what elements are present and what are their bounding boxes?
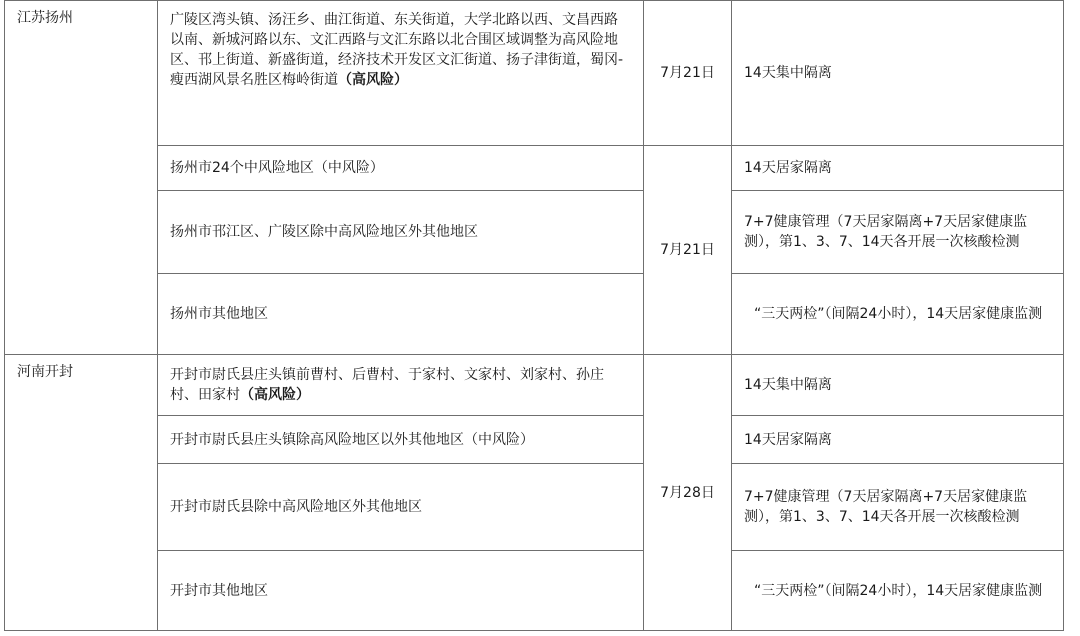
table-row bbox=[5, 1, 1064, 146]
date-text: 7月28日 bbox=[660, 484, 715, 501]
date-text: 7月21日 bbox=[660, 242, 715, 258]
table-row bbox=[5, 355, 1064, 416]
area-cell bbox=[158, 355, 644, 416]
risk-level-label: （高风险） bbox=[338, 72, 408, 88]
measure-text: “三天两检”（间隔24小时），14天居家健康监测 bbox=[754, 582, 1043, 599]
area-text: 扬州市邗江区、广陵区除中高风险地区外其他地区 bbox=[170, 224, 478, 240]
area-text: 扬州市其他地区 bbox=[170, 306, 268, 322]
measure-text: 7+7健康管理（7天居家隔离+7天居家健康监测），第1、3、7、14天各开展一次核酸检测 bbox=[744, 214, 1028, 250]
table-row bbox=[5, 551, 1064, 631]
area-cell bbox=[158, 1, 644, 146]
table-row bbox=[5, 146, 1064, 191]
measure-cell bbox=[732, 551, 1064, 631]
table-row bbox=[5, 274, 1064, 355]
region-name: 河南开封 bbox=[17, 364, 73, 380]
date-cell bbox=[644, 146, 732, 355]
measure-text: 14天集中隔离 bbox=[744, 377, 832, 393]
table-row bbox=[5, 191, 1064, 274]
region-cell bbox=[5, 1, 158, 355]
area-cell bbox=[158, 551, 644, 631]
measure-cell bbox=[732, 355, 1064, 416]
region-name: 江苏扬州 bbox=[17, 10, 73, 26]
area-text: 开封市尉氏县除中高风险地区外其他地区 bbox=[170, 499, 422, 515]
risk-level-label: （高风险） bbox=[240, 387, 310, 403]
measure-text: 14天居家隔离 bbox=[744, 431, 832, 448]
measure-text: 14天集中隔离 bbox=[744, 65, 832, 81]
area-text: 开封市尉氏县庄头镇除高风险地区以外其他地区（中风险） bbox=[170, 431, 534, 448]
date-cell bbox=[644, 355, 732, 631]
table-row bbox=[5, 416, 1064, 464]
region-cell bbox=[5, 355, 158, 631]
table-row bbox=[5, 464, 1064, 551]
measure-cell bbox=[732, 146, 1064, 191]
area-text: 扬州市24个中风险地区（中风险） bbox=[170, 160, 384, 176]
measure-cell bbox=[732, 416, 1064, 464]
area-cell bbox=[158, 416, 644, 464]
measure-text: 7+7健康管理（7天居家隔离+7天居家健康监测），第1、3、7、14天各开展一次核酸检测 bbox=[744, 489, 1028, 525]
area-cell bbox=[158, 274, 644, 355]
measure-cell bbox=[732, 191, 1064, 274]
area-cell bbox=[158, 464, 644, 551]
measure-text: 14天居家隔离 bbox=[744, 160, 832, 176]
date-text: 7月21日 bbox=[660, 65, 715, 81]
risk-area-table bbox=[4, 0, 1064, 631]
measure-cell bbox=[732, 1, 1064, 146]
area-cell bbox=[158, 146, 644, 191]
area-text: 广陵区湾头镇、汤汪乡、曲江街道、东关街道，大学北路以西、文昌西路以南、新城河路以东、文汇西路与文汇东路以北合围区域调整为高风险地区、邗上街道、新盛街道，经济技术开发区文汇街道、扬子津街道，蜀冈-瘦西湖风景名胜区梅岭街道 bbox=[170, 12, 624, 88]
measure-text: “三天两检”（间隔24小时），14天居家健康监测 bbox=[754, 306, 1043, 322]
area-text: 开封市尉氏县庄头镇前曹村、后曹村、于家村、文家村、刘家村、孙庄村、田家村 bbox=[170, 367, 604, 403]
measure-cell bbox=[732, 274, 1064, 355]
area-text: 开封市其他地区 bbox=[170, 582, 268, 599]
area-cell bbox=[158, 191, 644, 274]
measure-cell bbox=[732, 464, 1064, 551]
date-cell bbox=[644, 1, 732, 146]
